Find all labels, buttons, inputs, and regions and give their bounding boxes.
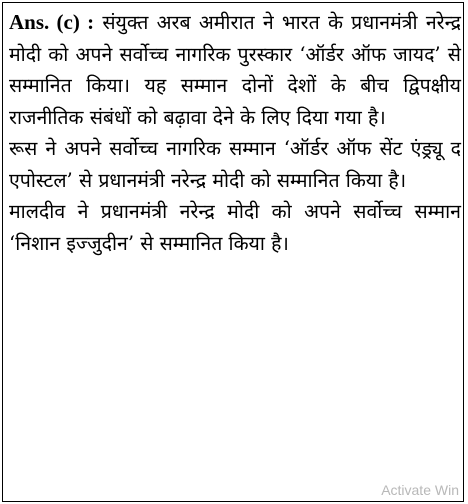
paragraph-text-1: संयुक्त अरब अमीरात ने भारत के प्रधानमंत्री नरेन्द्र मोदी को अपने सर्वोच्च नागरिक पुरस्कार ‘ऑर्डर ऑफ जायद’ से सम्मानित किया। यह सम्मान दोनों देशों के बीच द्विपक्षीय राजनीतिक संबंधों को बढ़ावा देने के लिए दिया गया है।: [9, 11, 461, 129]
answer-label: Ans. (c) :: [9, 10, 95, 34]
answer-paragraph-1: [9, 7, 461, 133]
answer-box: [2, 2, 464, 502]
activation-watermark: Activate Win: [381, 482, 459, 498]
answer-content: [9, 7, 461, 259]
answer-paragraph-3: मालदीव ने प्रधानमंत्री नरेन्द्र मोदी को अपने सर्वोच्च सम्मान ‘निशान इज्जुदीन’ से सम्मानित किया है।: [9, 200, 461, 255]
answer-paragraph-2: रूस ने अपने सर्वोच्च नागरिक सम्मान ‘ऑर्डर ऑफ सेंट एंड्र्यू द एपोस्टल’ से प्रधानमंत्री नरेन्द्र मोदी को सम्मानित किया है।: [9, 137, 461, 192]
